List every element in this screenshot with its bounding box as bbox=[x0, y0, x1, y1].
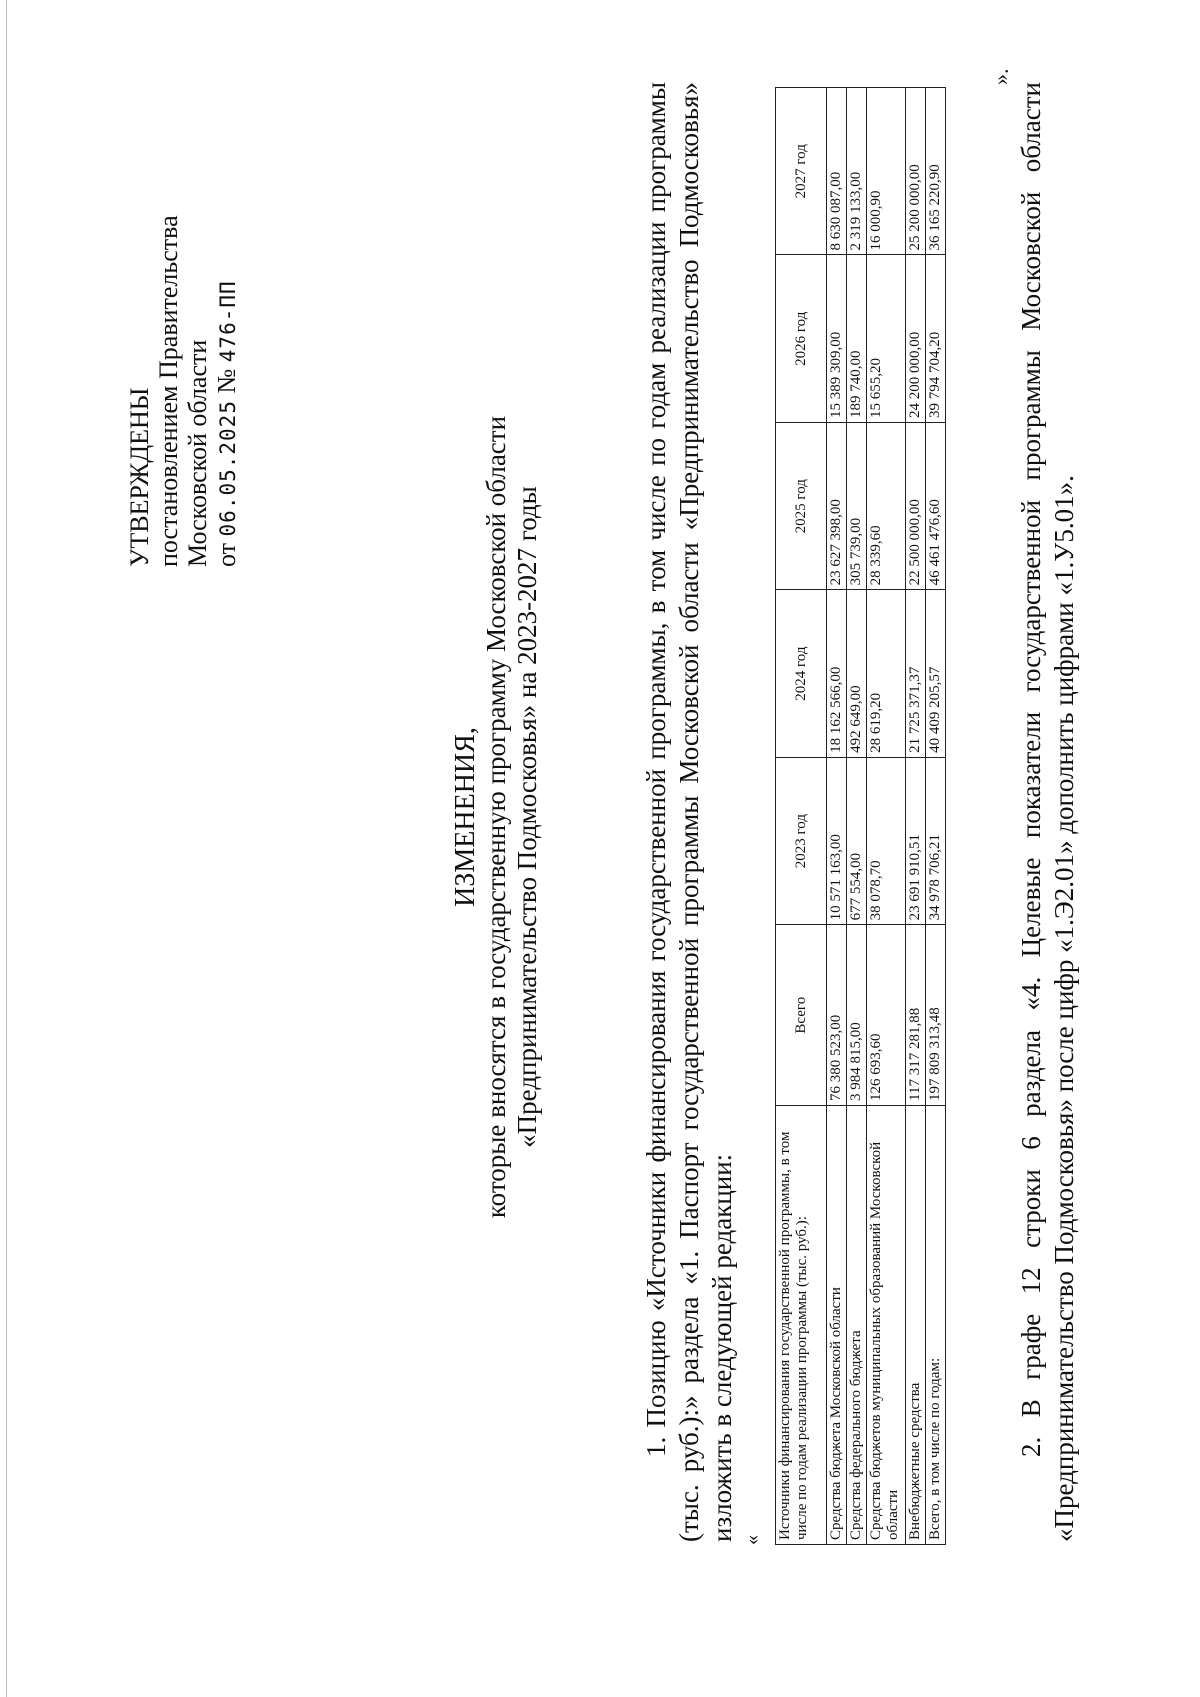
approval-heading: УТВЕРЖДЕНЫ bbox=[125, 387, 154, 567]
approval-block bbox=[125, 215, 243, 567]
row-label: Средства федерального бюджета bbox=[847, 1106, 867, 1545]
cell-value: 23 691 910,51 bbox=[906, 757, 926, 924]
cell-value: 76 380 523,00 bbox=[827, 925, 847, 1106]
cell-value: 197 809 313,48 bbox=[926, 925, 946, 1106]
paragraph-2-text: 2. В графе 12 строки 6 раздела «4. Целевые показатели государственной программы Московской области «Предпринимательство Подмосковья» после цифр «1.Э2.01» дополнить цифрами «1.У5.01». bbox=[1016, 82, 1079, 1542]
approval-date: 06.05.2025 bbox=[216, 400, 240, 537]
cell-value: 28 619,20 bbox=[867, 590, 906, 757]
paragraph-1-text: 1. Позицию «Источники финансирования государственной программы, в том числе по годам реализации программы (тыс. руб.):» раздела «1. Паспорт государственной программы Московской области «Предпринимательство Подмосковья» изложить в следующей редакции: bbox=[641, 82, 737, 1542]
table-row bbox=[867, 88, 906, 1545]
approval-line-1: постановлением Правительства bbox=[154, 215, 183, 567]
cell-value: 25 200 000,00 bbox=[906, 88, 926, 255]
cell-value: 492 649,00 bbox=[847, 590, 867, 757]
row-label: Внебюджетные средства bbox=[906, 1106, 926, 1545]
row-label: Всего, в том числе по годам: bbox=[926, 1106, 946, 1545]
document-title bbox=[450, 217, 543, 1417]
header-total: Всего bbox=[776, 925, 827, 1106]
cell-value: 15 655,20 bbox=[867, 255, 906, 422]
cell-value: 23 627 398,00 bbox=[827, 422, 847, 589]
cell-value: 189 740,00 bbox=[847, 255, 867, 422]
table-row bbox=[827, 88, 847, 1545]
cell-value: 40 409 205,57 bbox=[926, 590, 946, 757]
cell-value: 22 500 000,00 bbox=[906, 422, 926, 589]
approval-line-2: Московской области bbox=[183, 339, 212, 567]
title-line-1: ИЗМЕНЕНИЯ, bbox=[450, 727, 481, 907]
cell-value: 36 165 220,90 bbox=[926, 88, 946, 255]
cell-value: 34 978 706,21 bbox=[926, 757, 946, 924]
header-2025: 2025 год bbox=[776, 422, 827, 589]
cell-value: 305 739,00 bbox=[847, 422, 867, 589]
table-close-quote: ». bbox=[988, 68, 1013, 85]
cell-value: 8 630 087,00 bbox=[827, 88, 847, 255]
header-source: Источники финансирования государственной программы, в том числе по годам реализации программы (тыс. руб.): bbox=[776, 1106, 827, 1545]
table-row bbox=[847, 88, 867, 1545]
table-open-quote: « bbox=[741, 1535, 763, 1545]
table-row bbox=[906, 88, 926, 1545]
row-label: Средства бюджетов муниципальных образований Московской области bbox=[867, 1106, 906, 1545]
approval-date-line bbox=[212, 215, 243, 567]
cell-value: 38 078,70 bbox=[867, 757, 906, 924]
cell-value: 126 693,60 bbox=[867, 925, 906, 1106]
header-2026: 2026 год bbox=[776, 255, 827, 422]
cell-value: 15 389 309,00 bbox=[827, 255, 847, 422]
cell-value: 28 339,60 bbox=[867, 422, 906, 589]
cell-value: 117 317 281,88 bbox=[906, 925, 926, 1106]
header-2027: 2027 год bbox=[776, 88, 827, 255]
cell-value: 46 461 476,60 bbox=[926, 422, 946, 589]
table-row-total bbox=[926, 88, 946, 1545]
cell-value: 2 319 133,00 bbox=[847, 88, 867, 255]
cell-value: 18 162 566,00 bbox=[827, 590, 847, 757]
cell-value: 24 200 000,00 bbox=[906, 255, 926, 422]
paragraph-2 bbox=[1015, 82, 1081, 1542]
table-header-row bbox=[776, 88, 827, 1545]
paragraph-1 bbox=[640, 82, 739, 1542]
header-2024: 2024 год bbox=[776, 590, 827, 757]
cell-value: 10 571 163,00 bbox=[827, 757, 847, 924]
row-label: Средства бюджета Московской области bbox=[827, 1106, 847, 1545]
cell-value: 3 984 815,00 bbox=[847, 925, 867, 1106]
financing-table bbox=[775, 87, 946, 1545]
cell-value: 16 000,90 bbox=[867, 88, 906, 255]
title-line-3: «Предпринимательство Подмосковья» на 2023-2027 годы bbox=[512, 486, 542, 1148]
cell-value: 21 725 371,37 bbox=[906, 590, 926, 757]
header-2023: 2023 год bbox=[776, 757, 827, 924]
approval-date-prefix: от bbox=[212, 542, 241, 567]
cell-value: 677 554,00 bbox=[847, 757, 867, 924]
title-line-2: которые вносятся в государственную программу Московской области bbox=[481, 415, 511, 1219]
approval-number: 476-ПП bbox=[216, 280, 240, 363]
approval-number-sign: № bbox=[212, 368, 241, 394]
cell-value: 39 794 704,20 bbox=[926, 255, 946, 422]
